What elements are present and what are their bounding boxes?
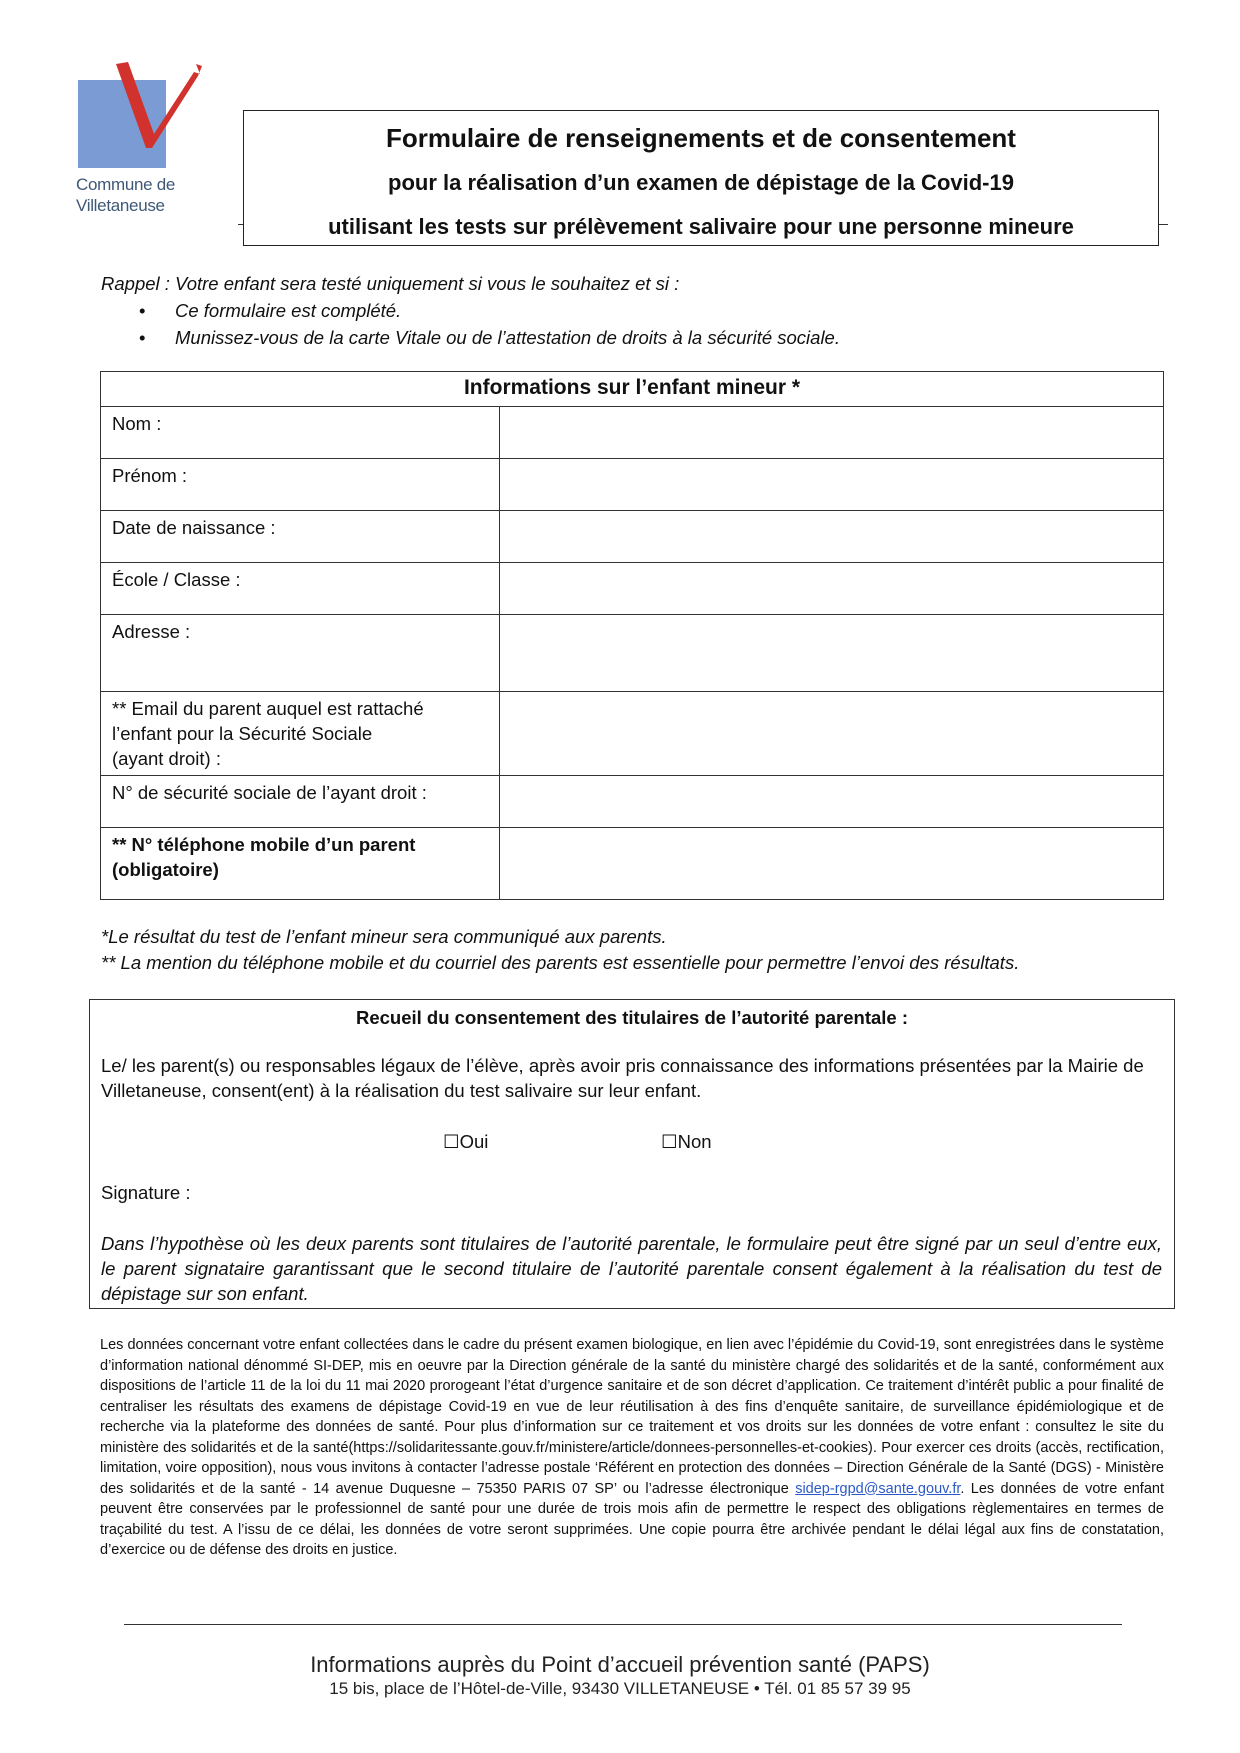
field-ecole-classe[interactable]	[500, 563, 1164, 615]
label-line: l’enfant pour la Sécurité Sociale	[112, 723, 373, 744]
field-email-parent[interactable]	[500, 692, 1164, 776]
table-row	[101, 776, 1164, 828]
bullet-icon: •	[139, 300, 146, 321]
checkbox-icon[interactable]: ☐	[443, 1131, 460, 1152]
field-nom[interactable]	[500, 407, 1164, 459]
table-row	[101, 828, 1164, 900]
email-link[interactable]: sidep-rgpd@sante.gouv.fr	[795, 1480, 961, 1497]
title-box	[243, 110, 1159, 246]
logo-text-line1: Commune de	[76, 175, 176, 194]
reminder-item-text: Ce formulaire est complété.	[175, 300, 402, 321]
field-prenom[interactable]	[500, 459, 1164, 511]
checkbox-non[interactable]	[661, 1129, 712, 1154]
row-label-email-parent	[101, 692, 500, 776]
consent-box	[89, 999, 1175, 1309]
table-heading: Informations sur l’enfant mineur *	[101, 372, 1164, 407]
table-row	[101, 563, 1164, 615]
form-subtitle-1: pour la réalisation d’un examen de dépistage de la Covid-19	[388, 170, 1014, 195]
reminder-list	[101, 297, 1151, 351]
label-line: ** Email du parent auquel est rattaché	[112, 698, 424, 719]
row-label-date-naissance: Date de naissance :	[101, 511, 500, 563]
table-row	[101, 511, 1164, 563]
label-line: (ayant droit) :	[112, 748, 221, 769]
commune-logo	[76, 62, 206, 222]
reminder-item	[101, 324, 1151, 351]
checkbox-oui-label: Oui	[459, 1131, 489, 1152]
table-row	[101, 407, 1164, 459]
footer-rule	[124, 1624, 1122, 1625]
field-date-naissance[interactable]	[500, 511, 1164, 563]
form-subtitle-2: utilisant les tests sur prélèvement salivaire pour une personne mineure	[328, 214, 1074, 239]
signature-label: Signature :	[101, 1182, 191, 1203]
row-label-telephone	[101, 828, 500, 900]
reminder-section	[101, 270, 1151, 351]
logo-check-mark-icon	[76, 62, 206, 182]
table-row	[101, 459, 1164, 511]
reminder-intro: Rappel : Votre enfant sera testé uniquement si vous le souhaitez et si :	[101, 273, 680, 294]
note-line: ** La mention du téléphone mobile et du courriel des parents est essentielle pour permettre l’envoi des résultats.	[101, 952, 1020, 973]
notes-section	[101, 924, 1161, 976]
row-label-ecole-classe: École / Classe :	[101, 563, 500, 615]
logo-text-line2: Villetaneuse	[76, 196, 165, 215]
legal-text-1: Les données concernant votre enfant collectées dans le cadre du présent examen biologique, en lien avec l’épidémie du Covid-19, sont enregistrées dans le système d’information national dénommé SI-DEP, mis en oeuvre par la Direction générale de la santé du ministère chargé des solidarités et de la santé, conformément aux dispositions de l’article 11 de la loi du 11 mai 2020 prorogeant l’état d’urgence sanitaire et de son décret d’application. Ce traitement d’intérêt public a pour finalité de centraliser les résultats des examens de dépistage Covid-19 en vue de leur réutilisation à des fins d’enquête sanitaire, de surveillance épidémiologique et de recherche via la plateforme des données de santé. Pour plus d’information sur ce traitement et vos droits sur les données de votre enfant : consultez le site du ministère des solidarités et de la santé(https://solidaritessante.gouv.fr/ministere/article/donnees-personnelles-et-cookies). Pour exercer ces droits (accès, rectification, limitation, voire opposition), nous vous invitons à contacter l’adresse postale ‘Référent en protection des données – Direction Générale de la Santé (DGS) - Ministère des solidarités et de la santé - 14 avenue Duquesne – 75350 PARIS 07 SP’ ou l’adresse électronique	[100, 1337, 1164, 1497]
legal-text-2: . Les données de votre enfant peuvent être conservées par le professionnel de santé pour une durée de trois mois afin de permettre le respect des obligations règlementaires en termes de traçabilité du test. A l’issu de ce délai, les données de votre seront supprimées. Une copie pourra être archivée pendant le délai légal aux fins de constatation, d’exercice ou de défense des droits en justice.	[100, 1480, 1164, 1558]
consent-title: Recueil du consentement des titulaires de l’autorité parentale :	[355, 1007, 909, 1028]
row-label-nom: Nom :	[101, 407, 500, 459]
legal-notice	[100, 1335, 1164, 1561]
reminder-item	[101, 297, 1151, 324]
row-label-secu: N° de sécurité sociale de l’ayant droit :	[101, 776, 500, 828]
child-info-table	[100, 371, 1164, 900]
form-title: Formulaire de renseignements et de consentement	[386, 123, 1016, 153]
consent-note: Dans l’hypothèse où les deux parents sont titulaires de l’autorité parentale, le formulaire peut être signé par un seul d’entre eux, le parent signataire garantissant que le second titulaire de l’autorité parentale consent également à la réalisation du test de dépistage sur son enfant.	[101, 1233, 1162, 1304]
checkbox-oui[interactable]	[443, 1129, 488, 1154]
logo-text	[76, 174, 175, 216]
table-row	[101, 692, 1164, 776]
table-row	[101, 615, 1164, 692]
footer-address: 15 bis, place de l’Hôtel-de-Ville, 93430 VILLETANEUSE • Tél. 01 85 57 39 95	[329, 1679, 911, 1698]
footer-title: Informations auprès du Point d’accueil prévention santé (PAPS)	[310, 1652, 930, 1677]
label-line: (obligatoire)	[112, 859, 219, 880]
field-telephone[interactable]	[500, 828, 1164, 900]
field-secu[interactable]	[500, 776, 1164, 828]
label-line: ** N° téléphone mobile d’un parent	[112, 834, 416, 855]
checkbox-icon[interactable]: ☐	[661, 1131, 678, 1152]
bullet-icon: •	[139, 327, 146, 348]
field-adresse[interactable]	[500, 615, 1164, 692]
reminder-item-text: Munissez-vous de la carte Vitale ou de l’attestation de droits à la sécurité sociale.	[175, 327, 840, 348]
row-label-adresse: Adresse :	[101, 615, 500, 692]
consent-text: Le/ les parent(s) ou responsables légaux de l’élève, après avoir pris connaissance des informations présentées par la Mairie de Villetaneuse, consent(ent) à la réalisation du test salivaire sur leur enfant.	[101, 1055, 1144, 1101]
checkbox-non-label: Non	[677, 1131, 712, 1152]
note-line: *Le résultat du test de l’enfant mineur sera communiqué aux parents.	[101, 926, 667, 947]
row-label-prenom: Prénom :	[101, 459, 500, 511]
